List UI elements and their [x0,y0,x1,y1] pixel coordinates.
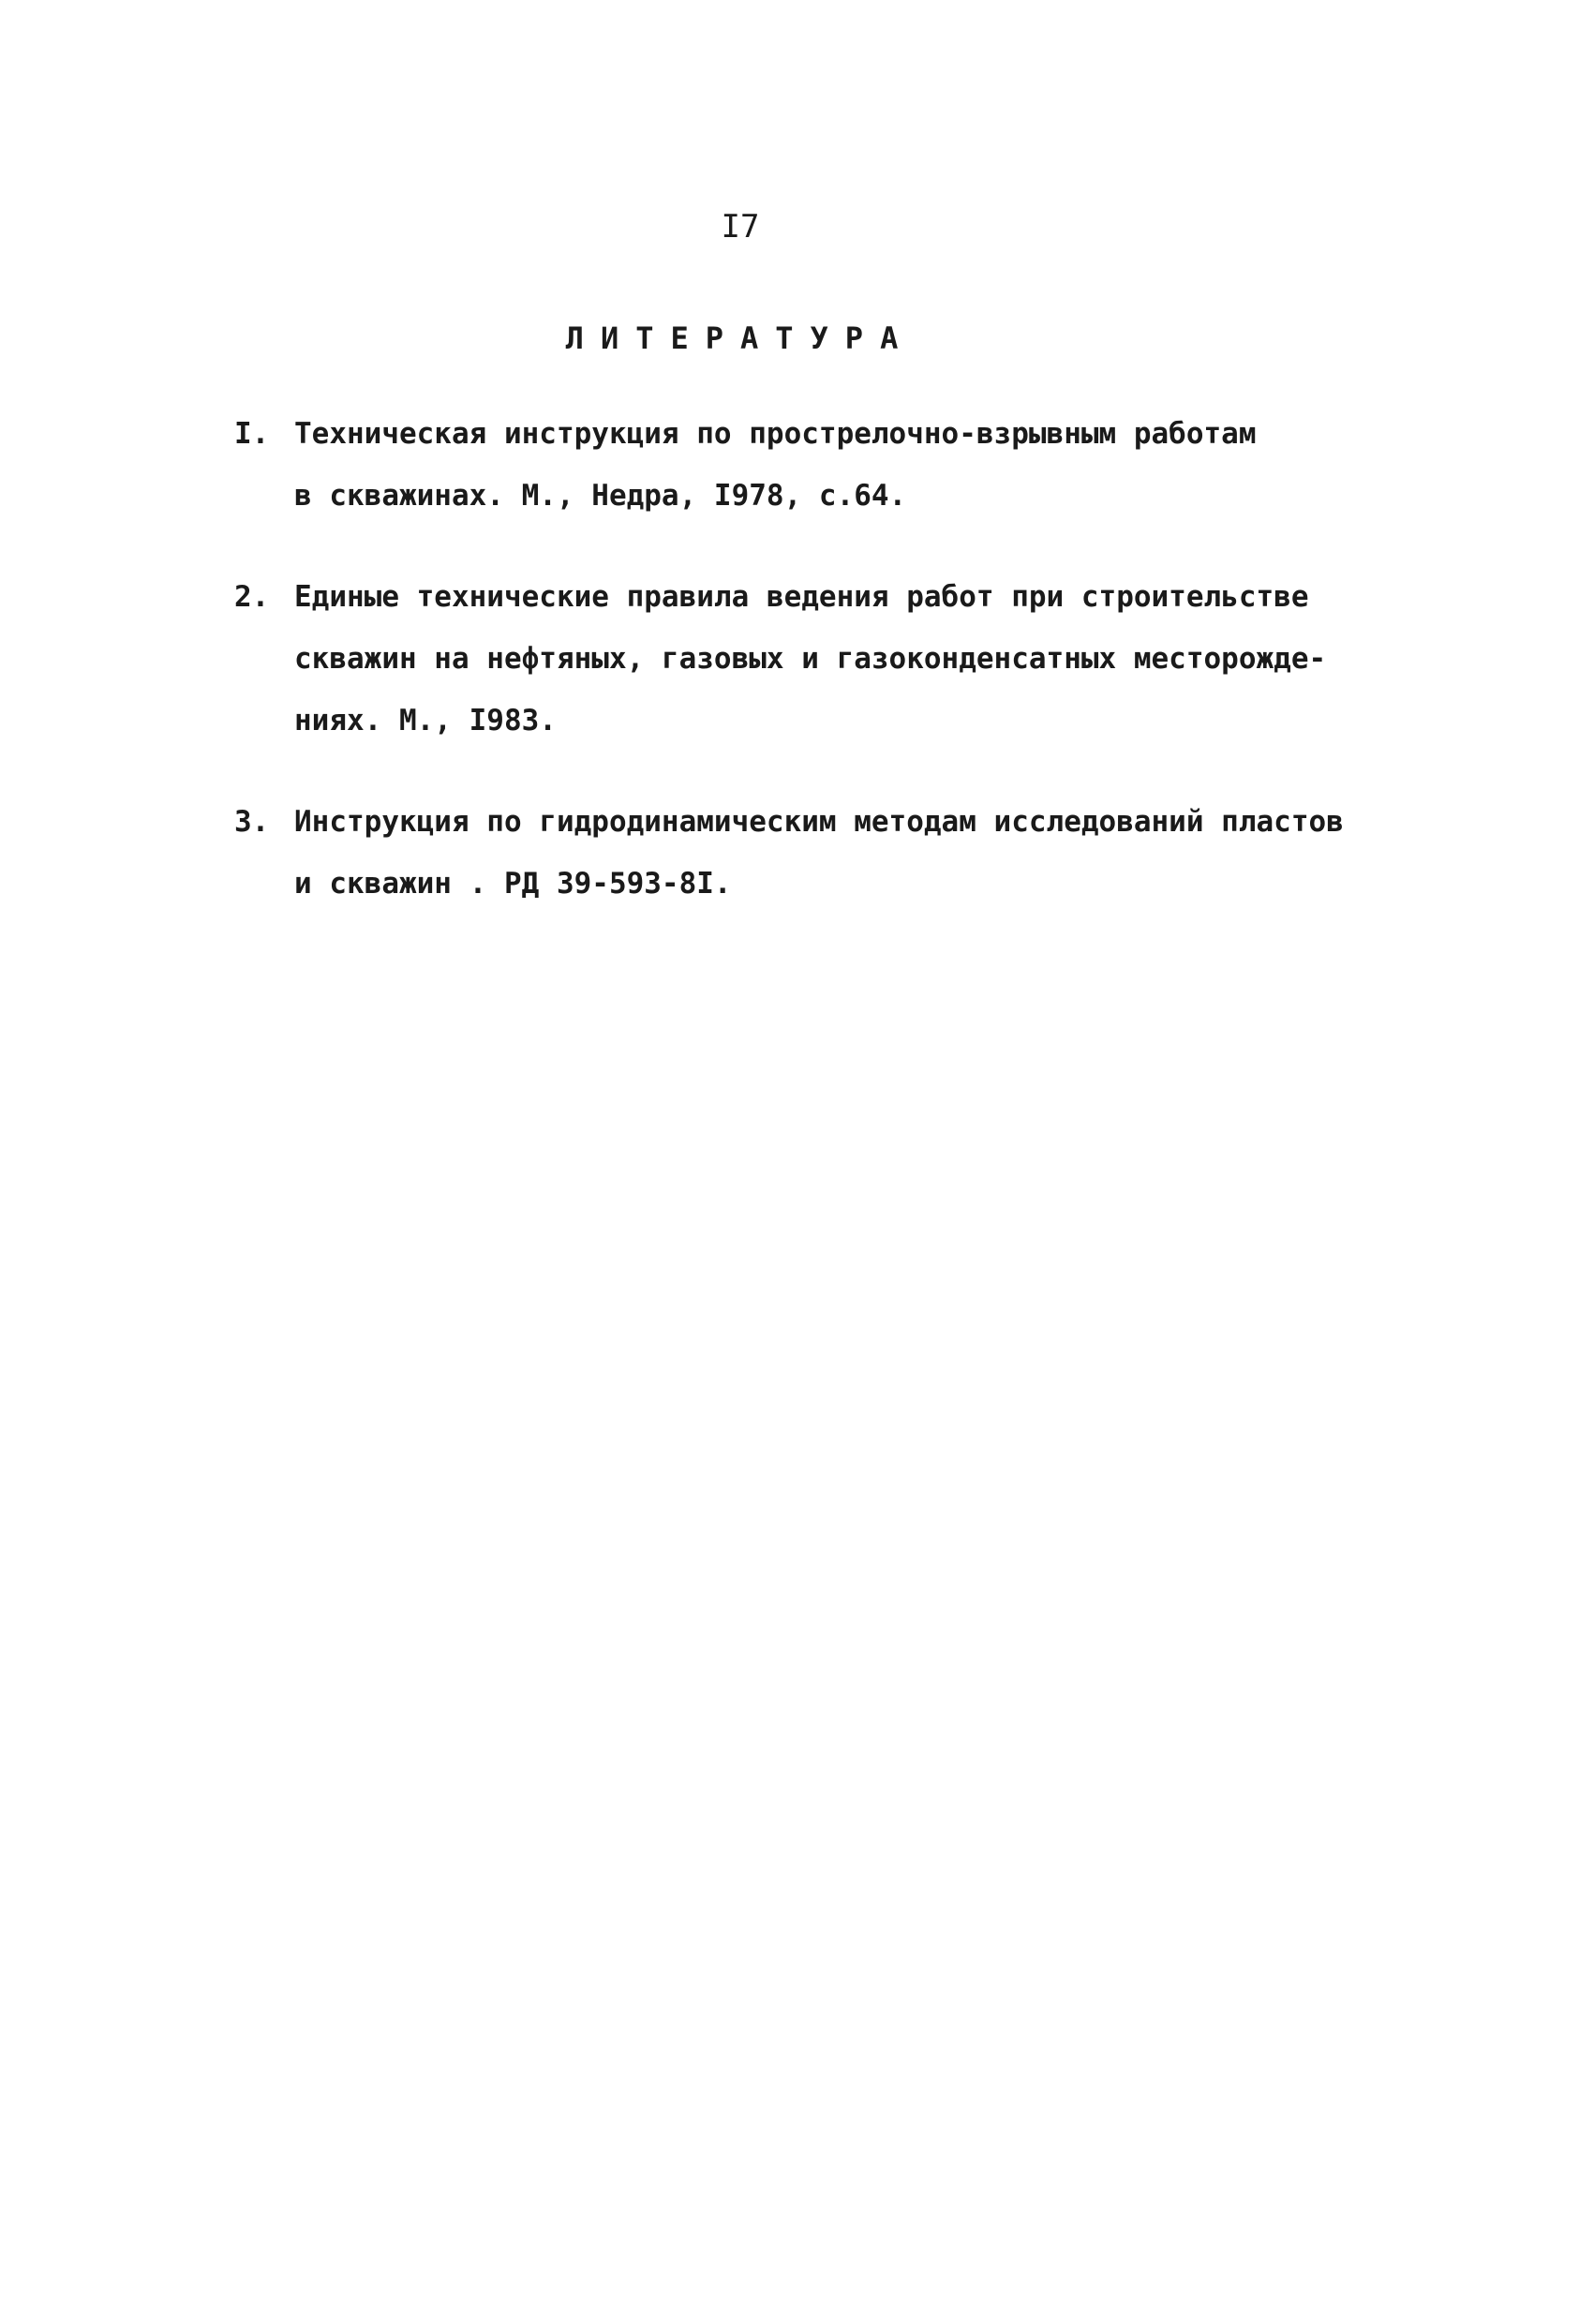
reference-line: Единые технические правила ведения работ при строительстве [294,580,1309,614]
reference-line: в скважинах. М., Недра, I978, с.64. [294,479,907,513]
reference-number: 2. [234,580,270,614]
references-list [234,403,1452,954]
reference-line: скважин на нефтяных, газовых и газоконденсатных месторожде- [294,642,1327,676]
reference-line: ниях. М., I983. [294,704,557,737]
reference-line: и скважин . РД 39-593-8I. [294,867,732,901]
reference-number: I. [234,417,270,451]
page-title: ЛИТЕРАТУРА [565,320,916,356]
reference-item [234,791,1452,915]
reference-line: Инструкция по гидродинамическим методам исследований пластов [294,805,1344,839]
reference-number: 3. [234,805,270,839]
reference-line: Техническая инструкция по прострелочно-взрывным работам [294,417,1257,451]
reference-item [234,403,1452,527]
page-number: I7 [721,208,760,246]
reference-item [234,566,1452,752]
